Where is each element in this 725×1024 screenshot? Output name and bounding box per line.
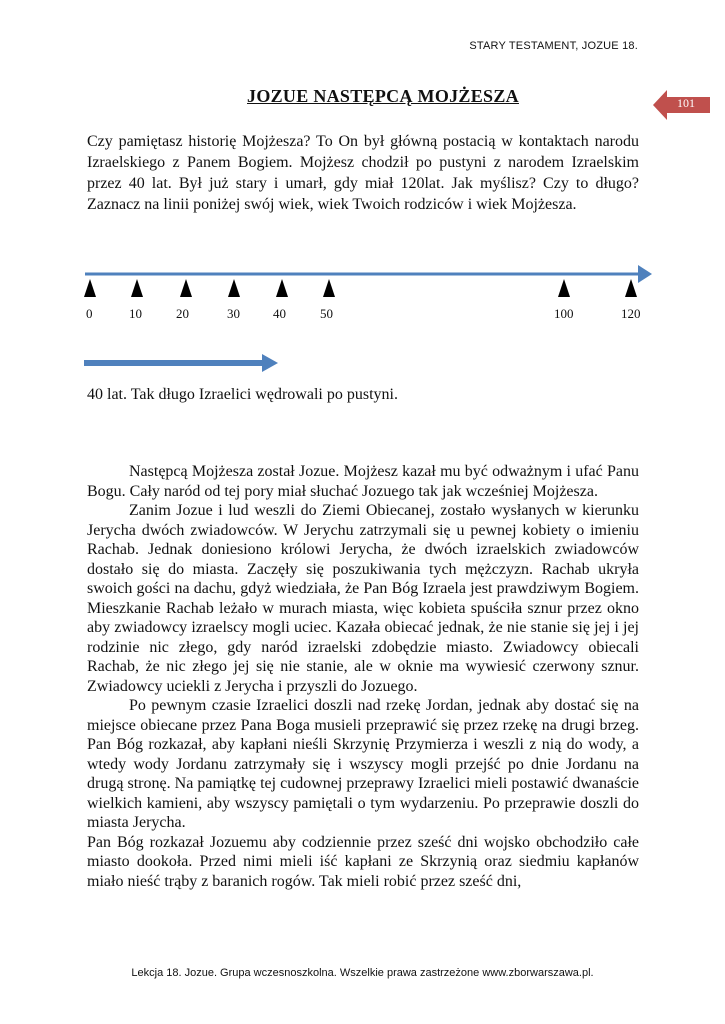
tick-marker-10 xyxy=(131,279,143,297)
tick-marker-40 xyxy=(276,279,288,297)
forty-years-arrowhead xyxy=(262,354,278,372)
story-paragraph-1: Następcą Mojżesza został Jozue. Mojżesz kazał mu być odważnym i ufać Panu Bogu. Cały naród od tej pory miał słuchać Jozuego tak jak wcześniej Mojżesza. xyxy=(87,463,639,500)
tick-label-40: 40 xyxy=(273,306,286,321)
page-title: JOZUE NASTĘPCĄ MOJŻESZA xyxy=(247,86,519,106)
tick-label-120: 120 xyxy=(621,306,641,321)
story-paragraph-4: Pan Bóg rozkazał Jozuemu aby codziennie przez sześć dni wojsko obchodziło całe miasto dookoła. Przed nimi mieli iść kapłani ze Skrzynią oraz siedmiu kapłanów miało nieść trąby z baranich rogów. Tak mieli robić przez sześć dni, xyxy=(87,833,639,890)
tick-marker-0 xyxy=(84,279,96,297)
tick-label-20: 20 xyxy=(176,306,189,321)
tick-label-100: 100 xyxy=(554,306,574,321)
tick-marker-30 xyxy=(228,279,240,297)
running-header: STARY TESTAMENT, JOZUE 18. xyxy=(469,40,638,52)
forty-years-arrow xyxy=(84,353,284,375)
intro-paragraph: Czy pamiętasz historię Mojżesza? To On był główną postacią w kontaktach narodu Izraelskiego z Panem Bogiem. Mojżesz chodził po pustyni z narodem Izraelskim przez 40 lat. Był już stary i umarł, gdy miał 120lat. Jak myślisz? Czy to długo? Zaznacz na linii poniżej swój wiek, wiek Twoich rodziców i wiek Mojżesza. xyxy=(87,133,639,213)
page-footer: Lekcja 18. Jozue. Grupa wczesnoszkolna. Wszelkie prawa zastrzeżone www.zborwarszawa.pl. xyxy=(131,967,594,979)
page-number: 101 xyxy=(677,96,695,110)
forty-years-caption: 40 lat. Tak długo Izraelici wędrowali po pustyni. xyxy=(87,386,398,403)
tick-marker-50 xyxy=(323,279,335,297)
tick-label-30: 30 xyxy=(227,306,240,321)
tick-marker-20 xyxy=(180,279,192,297)
story-text xyxy=(87,462,639,891)
timeline-arrowhead xyxy=(638,265,652,283)
tick-marker-100 xyxy=(558,279,570,297)
story-paragraph-2: Zanim Jozue i lud weszli do Ziemi Obiecanej, zostało wysłanych w kierunku Jerycha dwóch zwiadowców. W Jerychu zatrzymali się u pewnej kobiety o imieniu Rachab. Jednak doniesiono królowi Jerycha, że dwóch izraelskich zwiadowców dostało się do miasta. Zaczęły się poszukiwania tych mężczyzn. Rachab ukryła swoich gości na dachu, gdyż wiedziała, że Pan Bóg Izraela jest prawdziwym Bogiem. Mieszkanie Rachab leżało w murach miasta, więc kobieta spuściła sznur przez okno aby zwiadowcy izraelscy mogli uciec. Kazała obiecać jednak, że nie stanie się jej i jej rodzinie nic złego, gdy naród izraelski zdobędzie miasto. Zwiadowcy obiecali Rachab, że nic złego jej się nie stanie, ale w oknie ma wywiesić czerwony sznur. Zwiadowcy uciekli z Jerycha i przyszli do Jozuego. xyxy=(87,502,639,695)
tick-label-50: 50 xyxy=(320,306,333,321)
tick-label-10: 10 xyxy=(129,306,142,321)
story-paragraph-3: Po pewnym czasie Izraelici doszli nad rzekę Jordan, jednak aby dostać się na miejsce obiecane przez Pana Boga musieli przeprawić się przez rzekę na drugi brzeg. Pan Bóg rozkazał, aby kapłani nieśli Skrzynię Przymierza i weszli z nią do wody, a wtedy wody Jordanu zatrzymały się i wszyscy mogli przejść po dnie Jordanu na drugą stronę. Na pamiątkę tej cudownej przeprawy Izraelici mieli postawić dwanaście wielkich kamieni, aby wszyscy pamiętali o tym wydarzeniu. Po przeprawie doszli do miasta Jerycha. xyxy=(87,697,639,831)
tick-label-0: 0 xyxy=(86,306,93,321)
tick-marker-120 xyxy=(625,279,637,297)
page-number-badge xyxy=(653,90,710,120)
forty-years-arrow-shaft xyxy=(84,360,264,366)
